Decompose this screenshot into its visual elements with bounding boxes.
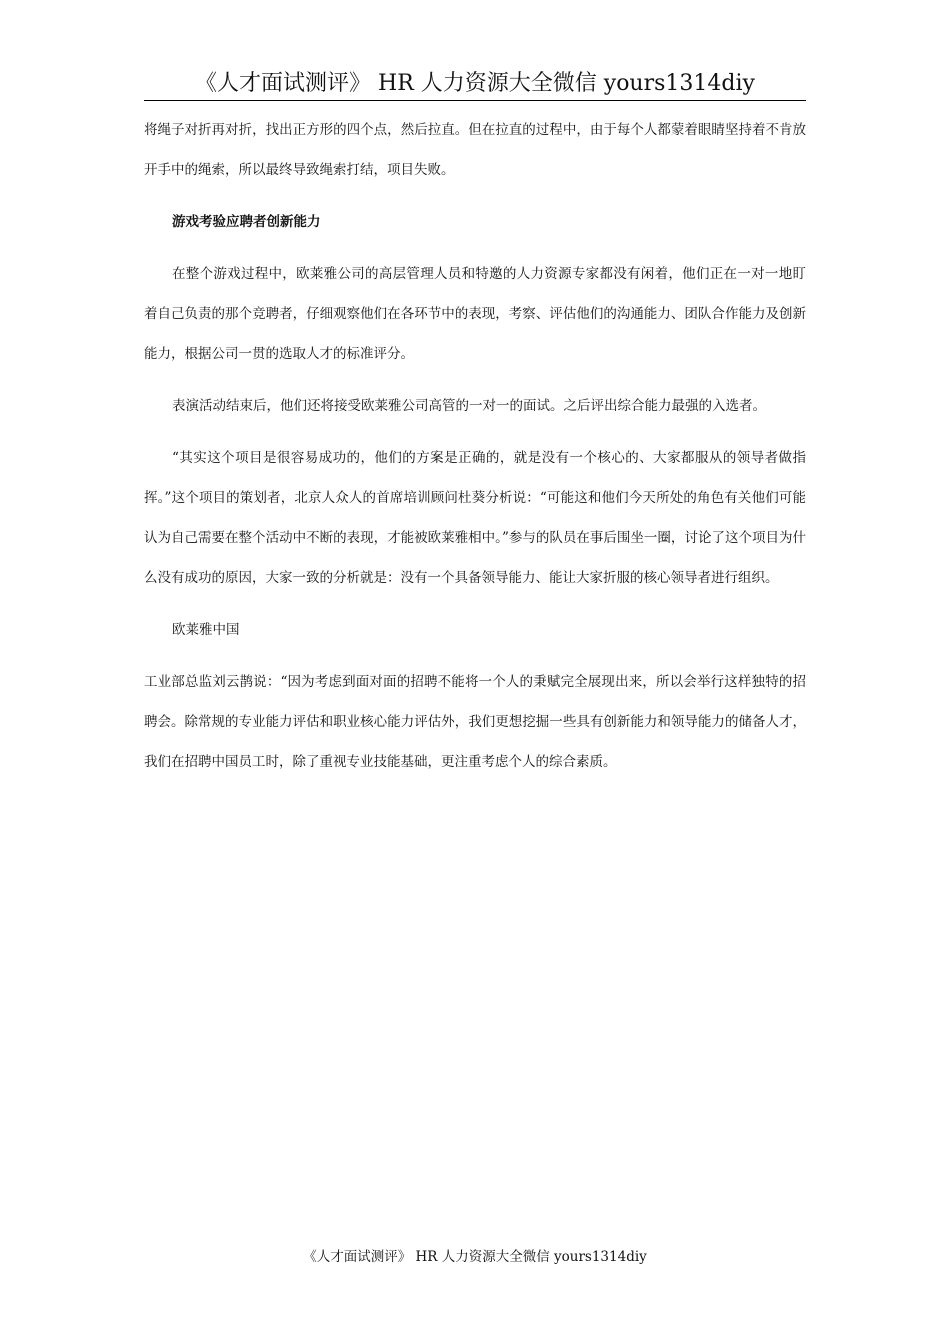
- paragraph-rope: 将绳子对折再对折，找出正方形的四个点，然后拉直。但在拉直的过程中，由于每个人都蒙着眼睛坚持着不肯放开手中的绳索，所以最终导致绳索打结，项目失败。: [144, 122, 806, 178]
- paragraph-company: 欧莱雅中国: [172, 622, 240, 638]
- page-footer: 《人才面试测评》 HR 人力资源大全微信 yours1314diy: [303, 1249, 647, 1265]
- paragraph-analysis: “其实这个项目是很容易成功的，他们的方案是正确的，就是没有一个核心的、大家都服从的领导者做指挥。”这个项目的策划者，北京人众人的首席培训顾问杜葵分析说：“可能这和他们今天所处的角色有关他们可能认为自己需要在整个活动中不断的表现，才能被欧莱雅相中。”参与的队员在事后围坐一圈，讨论了这个项目为什么没有成功的原因，大家一致的分析就是：没有一个具备领导能力、能让大家折服的核心领导者进行组织。: [144, 450, 806, 586]
- paragraph-quote: 工业部总监刘云鹊说：“因为考虑到面对面的招聘不能将一个人的秉赋完全展现出来，所以会举行这样独特的招聘会。除常规的专业能力评估和职业核心能力评估外，我们更想挖掘一些具有创新能力和领导能力的储备人才，我们在招聘中国员工时，除了重视专业技能基础，更注重考虑个人的综合素质。: [144, 674, 806, 770]
- paragraph-observation: 在整个游戏过程中，欧莱雅公司的高层管理人员和特邀的人力资源专家都没有闲着，他们正在一对一地盯着自己负责的那个竞聘者，仔细观察他们在各环节中的表现，考察、评估他们的沟通能力、团队合作能力及创新能力，根据公司一贯的选取人才的标准评分。: [144, 266, 806, 362]
- paragraph-interview: 表演活动结束后，他们还将接受欧莱雅公司高管的一对一的面试。之后评出综合能力最强的入选者。: [172, 398, 766, 414]
- document-body: [144, 110, 806, 782]
- section-heading: 游戏考验应聘者创新能力: [172, 214, 321, 230]
- page-header: 《人才面试测评》 HR 人力资源大全微信 yours1314diy: [144, 70, 806, 101]
